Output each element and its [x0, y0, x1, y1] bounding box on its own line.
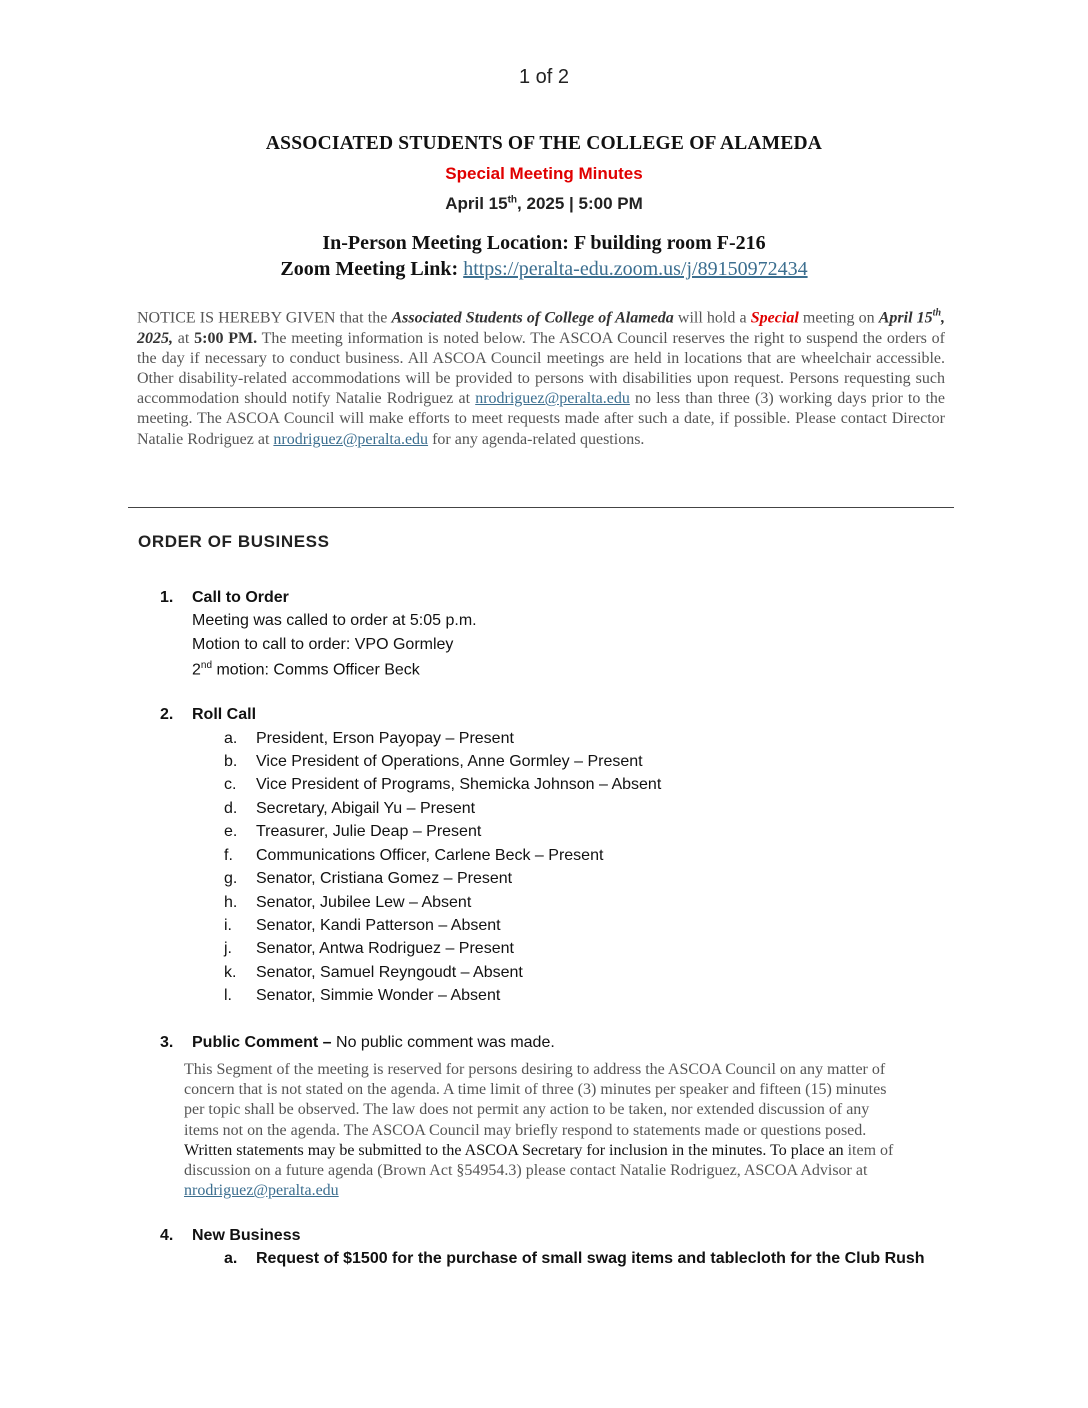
order-of-business-heading: ORDER OF BUSINESS [138, 532, 330, 551]
section-number: 2. [160, 706, 174, 723]
first-motion: Motion to call to order: VPO Gormley [192, 636, 454, 653]
meeting-notice: NOTICE IS HEREBY GIVEN that the Associated Students of College of Alameda will hold a Special meeting on April 15th, 2025, at 5:00 PM. The meeting information is noted below. The ASCOA Council reserves the right to suspend the orders of the day if necessary to conduct business. All ASCOA Council meetings are held in locations that are wheelchair accessible. Other disability-related accommodations will be provided to persons with disabilities upon request. Persons requesting such accommodation should notify Natalie Rodriguez at nrodriguez@peralta.edu no less than three (3) working days prior to the meeting. The ASCOA Council will make efforts to meet requests made after such a date, if possible. Please contact Director Natalie Rodriguez at nrodriguez@peralta.edu for any agenda-related questions. [137, 308, 946, 448]
zoom-label: Zoom Meeting Link: [280, 258, 459, 280]
section-number: 4. [160, 1227, 174, 1244]
meeting-date: April 15th, 2025 | 5:00 PM [445, 194, 643, 213]
divider [128, 507, 954, 508]
zoom-link[interactable]: https://peralta-edu.zoom.us/j/89150972434 [463, 258, 808, 280]
advisor-email-link[interactable]: nrodriguez@peralta.edu [184, 1182, 339, 1200]
section-number: 1. [160, 589, 174, 606]
public-comment-description: This Segment of the meeting is reserved for persons desiring to address the ASCOA Council on any matter of concern that is not stated on the agenda. A time limit of three (3) minutes per speaker and fifteen (15) minutes per topic shall be observed. The law does not permit any action to be taken, nor extended discussion of any items not on the agenda. The ASCOA Council may briefly respond to statements made or questions posed. Written statements may be submitted to the ASCOA Secretary for inclusion in the minutes. To place an item of discussion on a future agenda (Brown Act §54954.3) please contact Natalie Rodriguez, ASCOA Advisor at nrodriguez@peralta.edu [184, 1061, 894, 1200]
notice-email-link-1[interactable]: nrodriguez@peralta.edu [475, 390, 630, 408]
call-to-order-time: Meeting was called to order at 5:05 p.m. [192, 612, 477, 629]
section-title: Public Comment – No public comment was made. [192, 1034, 555, 1051]
section-number: 3. [160, 1034, 174, 1051]
zoom-meeting-line [0, 258, 1088, 281]
second-motion: 2nd motion: Comms Officer Beck [192, 660, 420, 679]
meeting-subtitle: Special Meeting Minutes [445, 164, 643, 183]
notice-email-link-2[interactable]: nrodriguez@peralta.edu [273, 430, 429, 448]
organization-title: ASSOCIATED STUDENTS OF THE COLLEGE OF ALAMEDA [265, 133, 823, 154]
section-title: Call to Order [192, 589, 289, 606]
meeting-location: In-Person Meeting Location: F building room F-216 [322, 232, 766, 254]
section-title: Roll Call [192, 706, 257, 723]
page-number: 1 of 2 [518, 66, 570, 88]
section-title: New Business [192, 1227, 301, 1244]
